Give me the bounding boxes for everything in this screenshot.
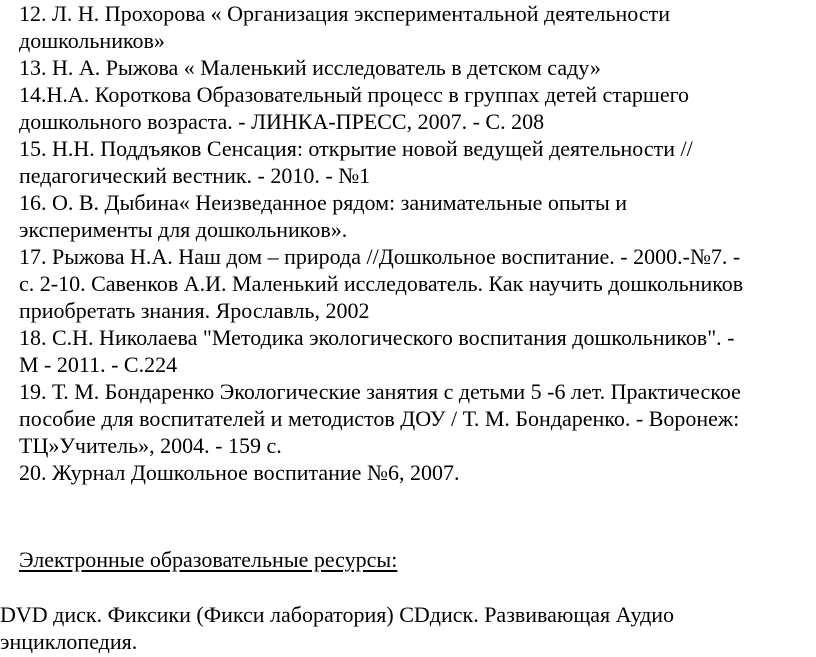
reference-item-19 xyxy=(19,378,809,459)
reference-line: приобретать знания. Ярославль, 2002 xyxy=(19,298,370,323)
reference-item-14 xyxy=(19,81,809,135)
reference-item-17 xyxy=(19,243,809,324)
reference-line: ТЦ»Учитель», 2004. - 159 с. xyxy=(19,433,282,458)
reference-line: 14.Н.А. Короткова Образовательный процесс в группах детей старшего xyxy=(19,82,690,107)
reference-line: дошкольного возраста. - ЛИНКА-ПРЕСС, 2007. - С. 208 xyxy=(19,109,545,134)
reference-item-16 xyxy=(19,189,809,243)
reference-line: эксперименты для дошкольников». xyxy=(19,217,348,242)
reference-list xyxy=(19,0,809,486)
reference-line: пособие для воспитателей и методистов ДОУ / Т. М. Бондаренко. - Воронеж: xyxy=(19,406,740,431)
reference-item-20 xyxy=(19,459,809,486)
reference-line: педагогический вестник. - 2010. - №1 xyxy=(19,163,371,188)
reference-item-12 xyxy=(19,0,809,54)
electronic-resource-entry xyxy=(0,601,790,655)
reference-line: дошкольников» xyxy=(19,28,165,53)
reference-line: М - 2011. - С.224 xyxy=(19,352,178,377)
resource-line: энциклопедия. xyxy=(0,629,138,654)
reference-item-15 xyxy=(19,135,809,189)
reference-item-18 xyxy=(19,324,809,378)
reference-line: 12. Л. Н. Прохорова « Организация экспериментальной деятельности xyxy=(19,1,670,26)
reference-line: 18. С.Н. Николаева "Методика экологического воспитания дошкольников". - xyxy=(19,325,735,350)
reference-line: 19. Т. М. Бондаренко Экологические занятия с детьми 5 -6 лет. Практическое xyxy=(19,379,741,404)
electronic-resources-heading: Электронные образовательные ресурсы: xyxy=(19,547,398,572)
reference-line: 13. Н. А. Рыжова « Маленький исследователь в детском саду» xyxy=(19,55,601,80)
reference-line: с. 2-10. Савенков А.И. Маленький исследователь. Как научить дошкольников xyxy=(19,271,744,296)
reference-line: 15. Н.Н. Поддъяков Сенсация: открытие новой ведущей деятельности // xyxy=(19,136,693,161)
reference-line: 17. Рыжова Н.А. Наш дом – природа //Дошкольное воспитание. - 2000.-№7. - xyxy=(19,244,741,269)
reference-line: 16. О. В. Дыбина« Неизведанное рядом: занимательные опыты и xyxy=(19,190,628,215)
resource-line: DVD диск. Фиксики (Фикси лаборатория) CDдиск. Развивающая Аудио xyxy=(0,602,675,627)
reference-item-13 xyxy=(19,54,809,81)
reference-line: 20. Журнал Дошкольное воспитание №6, 2007. xyxy=(19,460,460,485)
